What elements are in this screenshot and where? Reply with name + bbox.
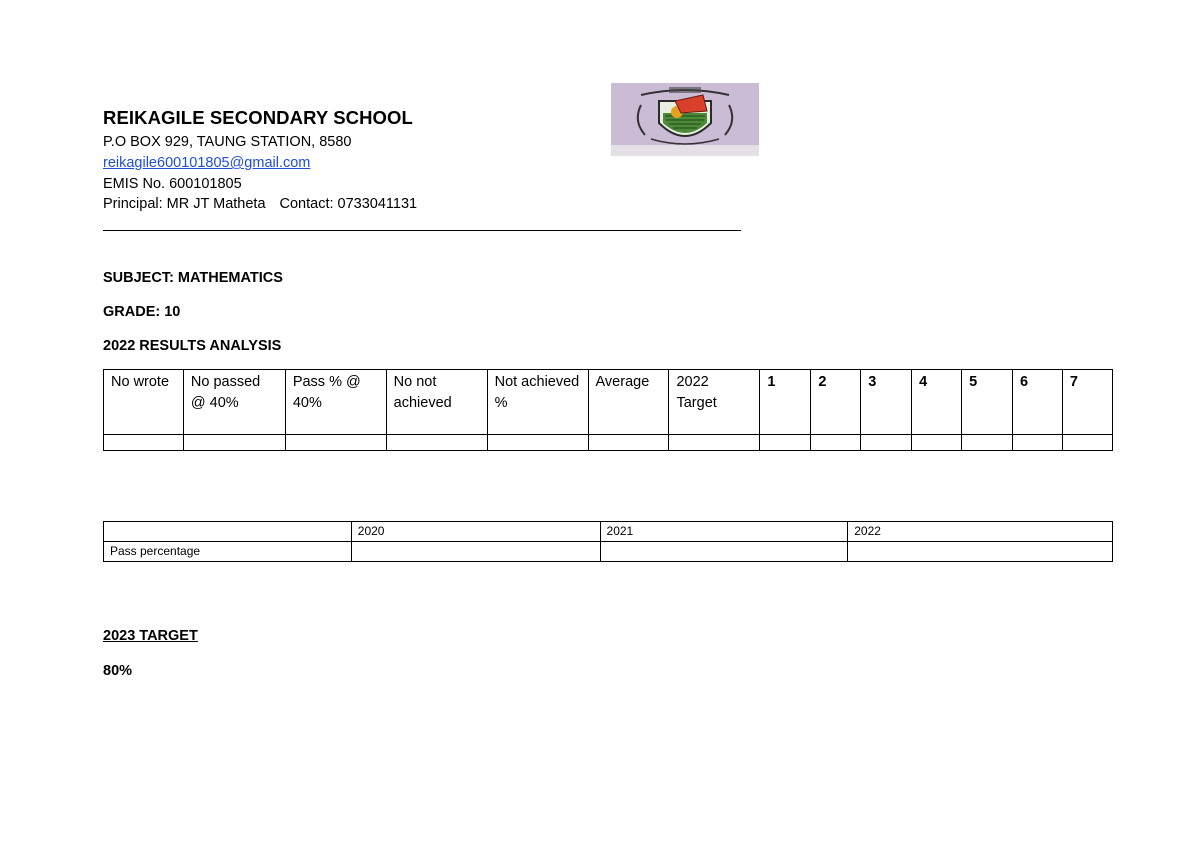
data-cell[interactable] — [861, 435, 912, 451]
data-cell[interactable] — [848, 542, 1113, 562]
data-cell[interactable] — [811, 435, 861, 451]
header-divider — [103, 230, 741, 231]
principal-contact: Contact: 0733041131 — [279, 196, 418, 212]
data-cell[interactable] — [487, 435, 588, 451]
results-data-row — [104, 435, 1113, 451]
level-header-cell: 4 — [912, 370, 962, 435]
principal-name: Principal: MR JT Matheta — [103, 196, 266, 212]
pass-percentage-row — [104, 542, 1113, 562]
data-cell[interactable] — [669, 435, 760, 451]
pass-percentage-table — [103, 521, 1113, 562]
level-header-cell: 5 — [962, 370, 1013, 435]
header-cell: No not achieved — [386, 370, 487, 435]
year-header-cell — [104, 522, 352, 542]
level-header-cell: 6 — [1013, 370, 1063, 435]
level-header-cell: 2 — [811, 370, 861, 435]
header-cell: 2022 Target — [669, 370, 760, 435]
year-header-cell: 2021 — [600, 522, 848, 542]
data-cell[interactable] — [600, 542, 848, 562]
school-address: P.O BOX 929, TAUNG STATION, 8580 — [103, 134, 352, 150]
data-cell[interactable] — [962, 435, 1013, 451]
years-header-row — [104, 522, 1113, 542]
header-cell: No passed @ 40% — [183, 370, 285, 435]
data-cell[interactable] — [1013, 435, 1063, 451]
data-cell[interactable] — [351, 542, 600, 562]
grade-label: GRADE: 10 — [103, 304, 181, 320]
header-cell: No wrote — [104, 370, 184, 435]
subject-label: SUBJECT: MATHEMATICS — [103, 270, 283, 286]
data-cell[interactable] — [285, 435, 386, 451]
data-cell[interactable] — [760, 435, 811, 451]
school-name: REIKAGILE SECONDARY SCHOOL — [103, 107, 413, 128]
school-email-link[interactable]: reikagile600101805@gmail.com — [103, 155, 311, 171]
results-analysis-table — [103, 369, 1113, 451]
data-cell[interactable] — [588, 435, 669, 451]
data-cell[interactable] — [183, 435, 285, 451]
year-header-cell: 2022 — [848, 522, 1113, 542]
school-crest-logo — [611, 83, 759, 156]
target-title: 2023 TARGET — [103, 628, 198, 644]
row-label-cell: Pass percentage — [104, 542, 352, 562]
target-value: 80% — [103, 663, 133, 679]
header-cell: Pass % @ 40% — [285, 370, 386, 435]
level-header-cell: 3 — [861, 370, 912, 435]
data-cell[interactable] — [912, 435, 962, 451]
data-cell[interactable] — [386, 435, 487, 451]
data-cell[interactable] — [1062, 435, 1112, 451]
year-header-cell: 2020 — [351, 522, 600, 542]
header-cell: Not achieved % — [487, 370, 588, 435]
principal-line — [103, 196, 417, 212]
data-cell[interactable] — [104, 435, 184, 451]
emis-number: EMIS No. 600101805 — [103, 176, 242, 192]
level-header-cell: 7 — [1062, 370, 1112, 435]
results-analysis-title: 2022 RESULTS ANALYSIS — [103, 338, 282, 354]
level-header-cell: 1 — [760, 370, 811, 435]
results-header-row — [104, 370, 1113, 435]
header-cell: Average — [588, 370, 669, 435]
